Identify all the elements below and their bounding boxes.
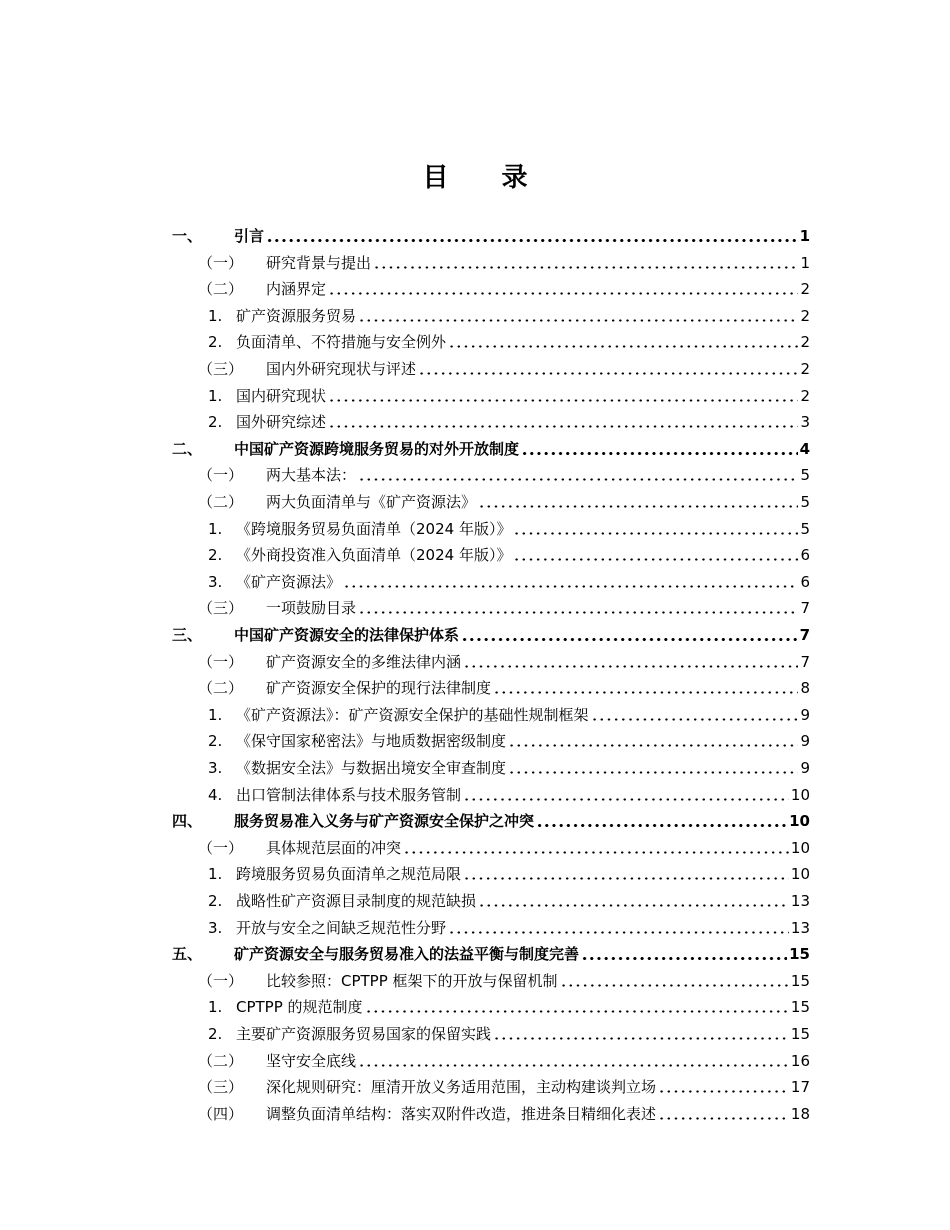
toc-entry[interactable] <box>172 832 810 858</box>
toc-entry-text: 跨境服务贸易负面清单之规范局限 <box>236 865 462 884</box>
toc-entry-text: 矿产资源安全的多维法律内涵 <box>266 652 462 671</box>
toc-entry-number: 一、 <box>172 227 203 245</box>
toc-entry[interactable] <box>172 752 810 778</box>
toc-entry-page: 5 <box>800 519 810 538</box>
toc-entry-number: （三） <box>198 360 244 378</box>
toc-entry[interactable] <box>172 1071 810 1097</box>
toc-entry-number: （一） <box>198 466 244 485</box>
toc-entry-page: 13 <box>790 918 810 937</box>
toc-entry-text: 国外研究综述 <box>236 413 327 432</box>
dot-leader <box>358 478 798 481</box>
toc-entry[interactable] <box>172 513 810 539</box>
dot-leader <box>581 957 787 960</box>
toc-entry[interactable] <box>172 1045 810 1071</box>
toc-entry-number: 1. <box>208 865 223 884</box>
toc-entry-number: 3. <box>208 918 223 937</box>
dot-leader <box>478 904 789 907</box>
toc-entry[interactable] <box>172 805 810 831</box>
toc-entry-page: 2 <box>800 333 810 352</box>
toc-entry-page: 3 <box>800 413 810 432</box>
toc-entry[interactable] <box>172 566 810 592</box>
dot-leader <box>461 638 798 641</box>
toc-entry-text: 《跨境服务贸易负面清单（2024 年版）》 <box>236 519 512 538</box>
toc-entry[interactable] <box>172 486 810 512</box>
dot-leader <box>508 771 798 774</box>
toc-entry-text: 比较参照：CPTPP 框架下的开放与保留机制 <box>266 971 558 990</box>
toc-entry-number: 2. <box>208 333 223 352</box>
dot-leader <box>560 984 789 987</box>
toc-entry[interactable] <box>172 646 810 672</box>
toc-entry-number: 3. <box>208 759 223 777</box>
toc-entry-page: 4 <box>799 439 810 458</box>
toc-entry-page: 2 <box>800 306 810 325</box>
toc-entry-number: （二） <box>198 679 244 698</box>
toc-entry[interactable] <box>172 592 810 618</box>
dot-leader <box>328 425 798 428</box>
toc-entry-number: 1. <box>208 386 223 405</box>
toc-entry-page: 10 <box>790 785 810 804</box>
toc-entry-number: 3. <box>208 572 223 591</box>
dot-leader <box>658 1117 789 1120</box>
dot-leader <box>328 292 798 295</box>
toc-entry[interactable] <box>172 459 810 485</box>
toc-entry-number: （二） <box>198 280 244 299</box>
toc-entry-page: 10 <box>790 865 810 884</box>
toc-entry-page: 1 <box>800 253 810 272</box>
toc-entry-page: 9 <box>800 705 810 724</box>
toc-entry-number: （一） <box>198 838 244 857</box>
toc-entry[interactable] <box>172 300 810 326</box>
toc-entry-number: 2. <box>208 413 223 432</box>
toc-entry-text: 国内研究现状 <box>236 386 327 405</box>
toc-entry-text: 中国矿产资源跨境服务贸易的对外开放制度 <box>234 439 520 458</box>
toc-entry-number: 2. <box>208 892 223 910</box>
dot-leader <box>403 851 789 854</box>
toc-entry-text: 主要矿产资源服务贸易国家的保留实践 <box>236 1025 492 1043</box>
toc-entry-text: 矿产资源服务贸易 <box>236 306 357 325</box>
dot-leader <box>343 585 798 588</box>
toc-entry-page: 15 <box>790 971 810 990</box>
toc-entry[interactable] <box>172 273 810 299</box>
toc-entry[interactable] <box>172 247 810 273</box>
toc-entry-number: （二） <box>198 493 244 511</box>
toc-entry-number: 1. <box>208 306 223 325</box>
toc-entry-text: 具体规范层面的冲突 <box>266 838 402 857</box>
toc-entry-page: 15 <box>790 998 810 1017</box>
toc-entry-number: 2. <box>208 732 223 751</box>
toc-entry-page: 9 <box>800 732 810 751</box>
toc-entry-number: 2. <box>208 546 223 565</box>
toc-entry-text: 坚守安全底线 <box>266 1051 357 1070</box>
dot-leader <box>328 399 798 402</box>
toc-entry[interactable] <box>172 858 810 884</box>
toc-entry-page: 10 <box>790 838 810 857</box>
toc-entry-text: 《矿产资源法》 <box>236 572 342 591</box>
dot-leader <box>358 611 798 614</box>
toc-entry-page: 13 <box>790 892 810 910</box>
toc-entry[interactable] <box>172 1018 810 1044</box>
toc-entry[interactable] <box>172 353 810 379</box>
toc-entry-text: 研究背景与提出 <box>266 253 372 272</box>
toc-entry-text: 开放与安全之间缺乏规范性分野 <box>236 918 447 937</box>
toc-entry-number: （一） <box>198 971 244 990</box>
toc-entry-text: 深化规则研究：厘清开放义务适用范围，主动构建谈判立场 <box>266 1078 657 1097</box>
toc-entry-page: 15 <box>790 1025 810 1043</box>
toc-entry-page: 5 <box>800 466 810 485</box>
toc-entry-number: 4. <box>208 785 223 804</box>
toc-entry-page: 6 <box>800 572 810 591</box>
toc-entry[interactable] <box>172 380 810 406</box>
toc-entry-text: 《保守国家秘密法》与地质数据密级制度 <box>236 732 507 751</box>
toc-entry-text: 《外商投资准入负面清单（2024 年版）》 <box>236 546 512 565</box>
dot-leader <box>463 665 798 668</box>
toc-entry-number: 三、 <box>172 626 203 644</box>
dot-leader <box>358 319 798 322</box>
toc-entry[interactable] <box>172 885 810 911</box>
toc-entry-number: （一） <box>198 652 244 671</box>
toc-entry-text: 两大基本法： <box>266 466 357 485</box>
toc-entry[interactable] <box>172 619 810 645</box>
toc-entry-number: 四、 <box>172 812 203 831</box>
toc-entry-page: 7 <box>799 626 810 644</box>
toc-entry-number: （三） <box>198 1078 244 1097</box>
toc-entry-page: 7 <box>800 599 810 618</box>
toc-entry[interactable] <box>172 433 810 459</box>
dot-leader <box>591 718 799 721</box>
dot-leader <box>463 798 789 801</box>
toc-entry-page: 2 <box>800 360 810 378</box>
toc-entry-page: 6 <box>800 546 810 565</box>
toc-entry-text: 一项鼓励目录 <box>266 599 357 618</box>
dot-leader <box>418 372 798 375</box>
toc-entry-number: （四） <box>198 1104 244 1123</box>
dot-leader <box>658 1090 789 1093</box>
toc-entry[interactable] <box>172 699 810 725</box>
toc-entry[interactable] <box>172 326 810 352</box>
toc-entry-text: 引言 <box>234 227 265 245</box>
toc-entry-number: 1. <box>208 519 223 538</box>
toc-entry-page: 8 <box>800 679 810 698</box>
toc-title: 目 录 <box>422 163 550 193</box>
dot-leader <box>521 452 798 455</box>
dot-leader <box>493 1037 789 1040</box>
toc-entry-text: 服务贸易准入义务与矿产资源安全保护之冲突 <box>234 812 535 831</box>
toc-entry-text: 国内外研究现状与评述 <box>266 360 417 378</box>
toc-entry-page: 17 <box>790 1078 810 1097</box>
toc-entry-text: 《矿产资源法》：矿产资源安全保护的基础性规制框架 <box>236 705 589 724</box>
dot-leader <box>513 558 798 561</box>
dot-leader <box>493 691 798 694</box>
toc-entry-page: 16 <box>790 1051 810 1070</box>
toc-entry-text: 出口管制法律体系与技术服务管制 <box>236 785 462 804</box>
toc-entry-text: 内涵界定 <box>266 280 327 299</box>
dot-leader <box>365 1010 789 1013</box>
dot-leader <box>266 239 798 242</box>
toc-entry-text: 负面清单、不符措施与安全例外 <box>236 333 447 352</box>
toc-entry-page: 2 <box>800 386 810 405</box>
toc-entry-text: 两大负面清单与《矿产资源法》 <box>266 493 477 511</box>
toc-entry-page: 10 <box>789 812 810 831</box>
dot-leader <box>448 345 798 348</box>
toc-entry[interactable] <box>172 912 810 938</box>
toc-entry-text: 调整负面清单结构：落实双附件改造，推进条目精细化表述 <box>266 1104 657 1123</box>
toc-entry-number: 1. <box>208 705 223 724</box>
toc-entry-text: 战略性矿产资源目录制度的规范缺损 <box>236 892 477 910</box>
toc-entry-number: 五、 <box>172 945 203 964</box>
toc-entry-page: 2 <box>800 280 810 299</box>
toc-entry-number: 2. <box>208 1025 223 1043</box>
toc-entry-page: 9 <box>800 759 810 777</box>
dot-leader <box>508 744 798 747</box>
dot-leader <box>463 877 789 880</box>
dot-leader <box>448 931 789 934</box>
toc-entry-text: CPTPP 的规范制度 <box>236 998 363 1017</box>
toc-entry-text: 《数据安全法》与数据出境安全审查制度 <box>236 759 507 777</box>
toc-entry-page: 18 <box>790 1104 810 1123</box>
toc-entry-text: 矿产资源安全保护的现行法律制度 <box>266 679 492 698</box>
toc-entry-number: （一） <box>198 253 244 272</box>
toc-entry-page: 15 <box>789 945 810 964</box>
toc-entry[interactable] <box>172 991 810 1017</box>
toc-entry[interactable] <box>172 725 810 751</box>
dot-leader <box>478 505 798 508</box>
toc-entry[interactable] <box>172 672 810 698</box>
toc-entry[interactable] <box>172 965 810 991</box>
dot-leader <box>358 1064 789 1067</box>
dot-leader <box>373 266 798 269</box>
toc-entry[interactable] <box>172 938 810 964</box>
toc-entry[interactable] <box>172 406 810 432</box>
toc-entry[interactable] <box>172 1098 810 1124</box>
toc-entry[interactable] <box>172 539 810 565</box>
toc-entry-page: 1 <box>799 227 810 245</box>
toc-entry-page: 7 <box>800 652 810 671</box>
toc-entry[interactable] <box>172 220 810 246</box>
toc-entry[interactable] <box>172 779 810 805</box>
toc-entry-number: （二） <box>198 1051 244 1070</box>
toc-entry-page: 5 <box>800 493 810 511</box>
toc-entry-text: 中国矿产资源安全的法律保护体系 <box>234 626 460 644</box>
dot-leader <box>513 532 798 535</box>
toc-entry-number: 二、 <box>172 439 203 458</box>
toc-entry-text: 矿产资源安全与服务贸易准入的法益平衡与制度完善 <box>234 945 580 964</box>
dot-leader <box>536 824 787 827</box>
toc-entry-number: （三） <box>198 599 244 618</box>
toc-entry-number: 1. <box>208 998 223 1017</box>
